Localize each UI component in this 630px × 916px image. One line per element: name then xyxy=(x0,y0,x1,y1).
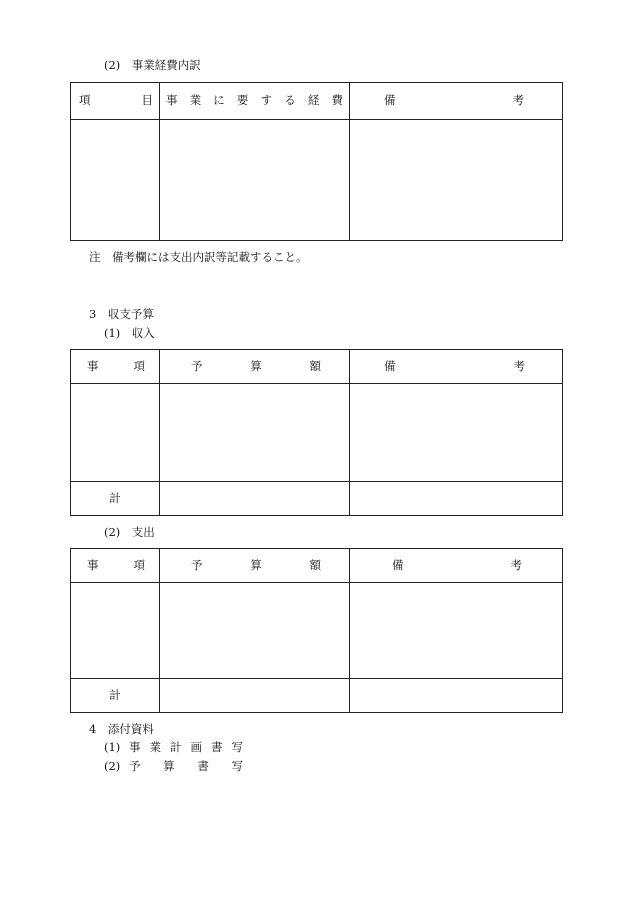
table-body-row xyxy=(71,384,563,482)
remarks-cell[interactable] xyxy=(350,120,563,241)
header-char: 備 xyxy=(384,358,396,373)
item-cell[interactable] xyxy=(71,120,160,241)
header-item xyxy=(71,83,160,120)
label-char: 算 xyxy=(163,759,175,773)
header-char: 額 xyxy=(309,557,321,572)
header-char: 経 xyxy=(307,93,320,108)
remarks-cell[interactable] xyxy=(350,384,563,482)
total-label-text: 計 xyxy=(109,687,121,702)
label-char: 書 xyxy=(197,759,209,773)
header-budget-amount xyxy=(160,350,350,384)
header-char: 考 xyxy=(513,358,525,373)
total-amount-cell[interactable] xyxy=(160,482,350,516)
label-char: 計 xyxy=(170,740,182,754)
table-header-row xyxy=(71,350,563,384)
header-char: に xyxy=(213,93,225,108)
header-char: 要 xyxy=(236,93,249,108)
total-row xyxy=(71,679,563,713)
expense-breakdown-heading: (2) 事業経費内訳 xyxy=(104,58,201,72)
label-char: 予 xyxy=(129,759,141,773)
header-char: 項 xyxy=(79,93,91,108)
header-char: る xyxy=(284,93,296,108)
total-row xyxy=(71,482,563,516)
table-body-row xyxy=(71,583,563,679)
expense-breakdown-table xyxy=(70,82,563,241)
header-char: 算 xyxy=(250,557,262,572)
expense-table xyxy=(70,548,563,713)
attachment-item-budget xyxy=(104,761,243,773)
matter-cell[interactable] xyxy=(71,583,160,679)
attachments-heading: 4 添付資料 xyxy=(89,722,154,736)
header-char: す xyxy=(260,93,273,108)
header-matter xyxy=(71,549,160,583)
expense-heading: (2) 支出 xyxy=(104,525,155,539)
header-char: 費 xyxy=(331,93,343,108)
remarks-note: 注 備考欄には支出内訳等記載すること。 xyxy=(89,250,308,264)
total-label-text: 計 xyxy=(109,490,121,505)
header-char: 額 xyxy=(309,358,321,373)
table-header-row xyxy=(71,549,563,583)
total-remarks-cell[interactable] xyxy=(350,482,563,516)
attachment-label xyxy=(129,761,243,773)
income-table xyxy=(70,349,563,516)
budget-amount-cell[interactable] xyxy=(160,384,350,482)
remarks-cell[interactable] xyxy=(350,583,563,679)
label-char: 写 xyxy=(231,740,243,754)
header-char: 考 xyxy=(510,557,522,572)
header-char: 考 xyxy=(512,93,524,108)
header-char: 事 xyxy=(87,358,99,373)
income-heading: (1) 収入 xyxy=(104,326,155,340)
total-label xyxy=(71,679,160,713)
header-matter xyxy=(71,350,160,384)
label-char: 業 xyxy=(149,740,161,754)
label-char: 写 xyxy=(231,759,243,773)
table-body-row xyxy=(71,120,563,241)
label-char: 書 xyxy=(211,740,223,754)
header-char: 事 xyxy=(87,557,99,572)
header-char: 事 xyxy=(166,93,178,108)
header-char: 予 xyxy=(191,358,203,373)
header-char: 算 xyxy=(250,358,262,373)
budget-amount-cell[interactable] xyxy=(160,583,350,679)
header-remarks xyxy=(350,350,563,384)
header-char: 目 xyxy=(141,93,153,108)
attachment-item-business-plan xyxy=(104,742,243,754)
attachment-number: (2) xyxy=(104,759,121,773)
attachment-label xyxy=(129,742,243,754)
header-char: 予 xyxy=(191,557,203,572)
header-budget-amount xyxy=(160,549,350,583)
header-char: 項 xyxy=(133,358,145,373)
header-char: 備 xyxy=(392,557,404,572)
header-char: 業 xyxy=(189,93,202,108)
header-remarks xyxy=(350,549,563,583)
budget-heading: 3 収支予算 xyxy=(89,307,154,321)
matter-cell[interactable] xyxy=(71,384,160,482)
total-label xyxy=(71,482,160,516)
header-required-cost xyxy=(160,83,350,120)
table-header-row xyxy=(71,83,563,120)
attachment-number: (1) xyxy=(104,740,121,754)
total-amount-cell[interactable] xyxy=(160,679,350,713)
total-remarks-cell[interactable] xyxy=(350,679,563,713)
required-cost-cell[interactable] xyxy=(160,120,350,241)
header-remarks xyxy=(350,83,563,120)
header-char: 備 xyxy=(384,93,396,108)
label-char: 画 xyxy=(190,740,202,754)
header-char: 項 xyxy=(133,557,145,572)
label-char: 事 xyxy=(129,740,141,754)
